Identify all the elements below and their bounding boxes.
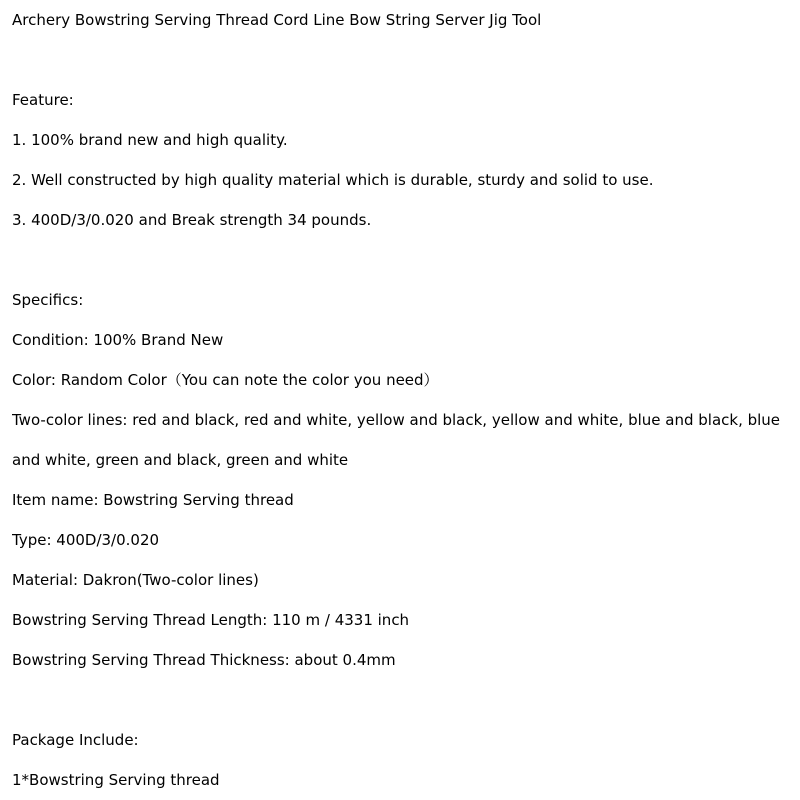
- spec-material: Material: Dakron(Two-color lines): [12, 571, 259, 589]
- specifics-heading: Specifics:: [12, 291, 84, 309]
- product-title: Archery Bowstring Serving Thread Cord Line Bow String Server Jig Tool: [12, 11, 542, 29]
- spec-two-color-lines: Two-color lines: red and black, red and white, yellow and black, yellow and white, blue and black, blue: [12, 411, 780, 429]
- feature-item: 3. 400D/3/0.020 and Break strength 34 pounds.: [12, 211, 372, 229]
- spec-type: Type: 400D/3/0.020: [12, 531, 160, 549]
- spec-thickness: Bowstring Serving Thread Thickness: about 0.4mm: [12, 651, 396, 669]
- package-heading: Package Include:: [12, 731, 139, 749]
- feature-heading: Feature:: [12, 91, 74, 109]
- feature-item: 1. 100% brand new and high quality.: [12, 131, 288, 149]
- spec-condition: Condition: 100% Brand New: [12, 331, 224, 349]
- spec-length: Bowstring Serving Thread Length: 110 m / 4331 inch: [12, 611, 410, 629]
- spec-item-name: Item name: Bowstring Serving thread: [12, 491, 294, 509]
- feature-item: 2. Well constructed by high quality material which is durable, sturdy and solid to use.: [12, 171, 654, 189]
- spec-two-color-lines-continued: and white, green and black, green and white: [12, 451, 349, 469]
- package-item: 1*Bowstring Serving thread: [12, 771, 220, 789]
- spec-color: Color: Random Color（You can note the color you need）: [12, 371, 439, 389]
